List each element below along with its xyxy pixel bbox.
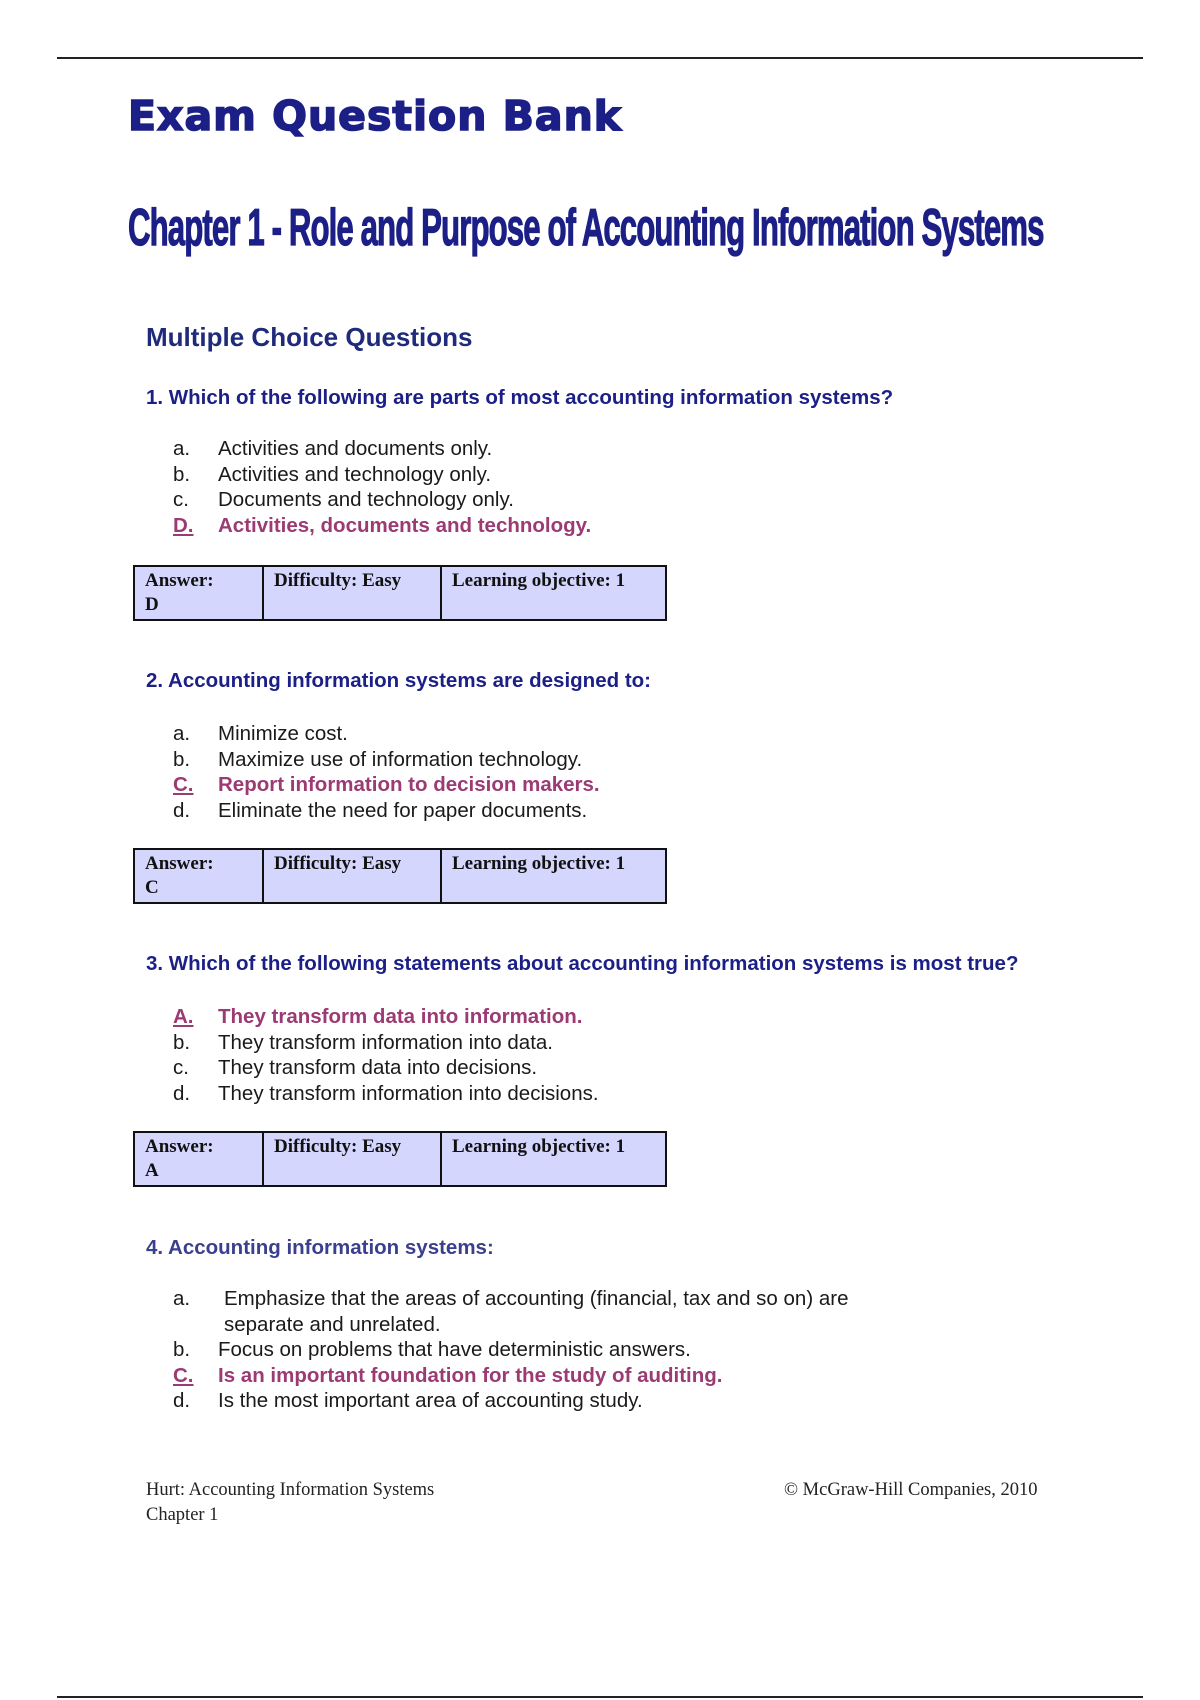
question-1-prompt: 1. Which of the following are parts of most accounting information systems? [146, 386, 894, 409]
footer-book [146, 1478, 434, 1528]
question-2-prompt: 2. Accounting information systems are designed to: [146, 669, 651, 692]
top-rule [57, 57, 1143, 59]
answer-table [133, 565, 667, 621]
bottom-rule [57, 1696, 1143, 1698]
footer-book-title: Hurt: Accounting Information Systems [146, 1480, 435, 1500]
footer-copyright: © McGraw-Hill Companies, 2010 [784, 1480, 1038, 1500]
objective-cell: Learning objective: 1 [441, 849, 666, 903]
chapter-title: Chapter 1 - Role and Purpose of Accounting Information Systems [128, 199, 1044, 257]
footer-chapter: Chapter 1 [146, 1505, 219, 1525]
difficulty-cell: Difficulty: Easy [263, 566, 441, 620]
answer-table [133, 848, 667, 904]
objective-cell: Learning objective: 1 [441, 566, 666, 620]
objective-cell: Learning objective: 1 [441, 1132, 666, 1186]
question-3-prompt: 3. Which of the following statements about accounting information systems is most true? [146, 952, 1019, 975]
page-title: Exam Question Bank [128, 92, 623, 140]
difficulty-cell: Difficulty: Easy [263, 1132, 441, 1186]
difficulty-cell: Difficulty: Easy [263, 849, 441, 903]
answer-cell: Answer: C [134, 849, 263, 903]
section-heading: Multiple Choice Questions [146, 322, 473, 352]
question-4-prompt: 4. Accounting information systems: [146, 1236, 494, 1259]
answer-cell: Answer: D [134, 566, 263, 620]
answer-table [133, 1131, 667, 1187]
answer-cell: Answer: A [134, 1132, 263, 1186]
